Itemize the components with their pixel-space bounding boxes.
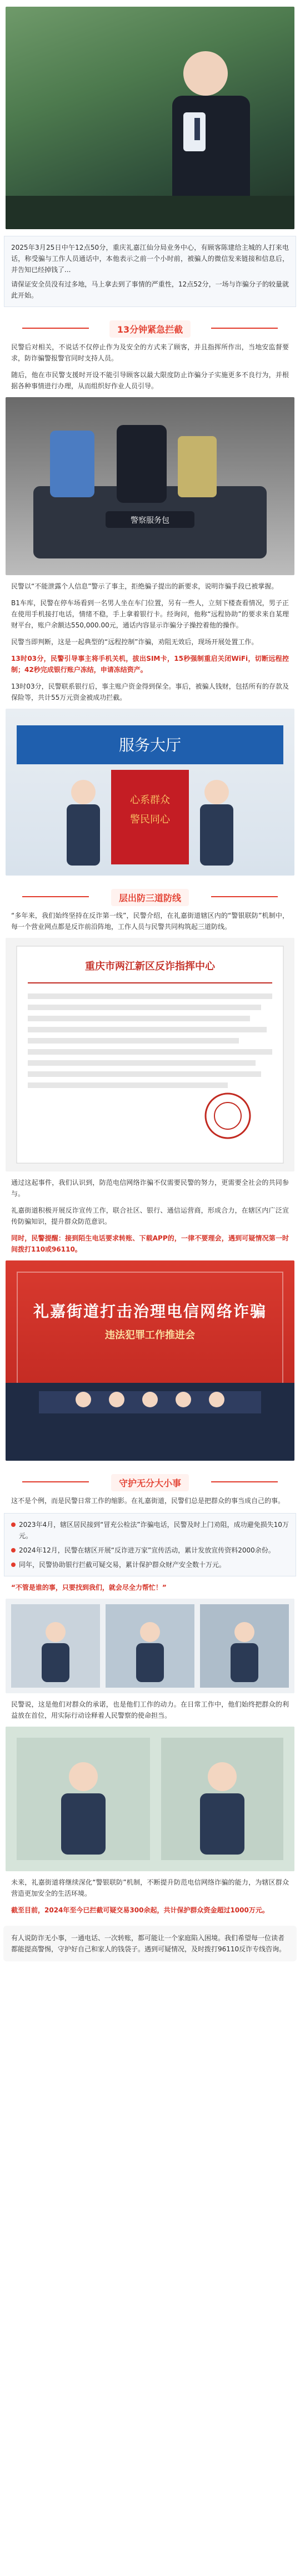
banner-subtitle: 违法犯罪工作推进会 bbox=[105, 1329, 195, 1341]
heading-line-left bbox=[22, 1481, 89, 1482]
heading-line-left bbox=[22, 328, 89, 329]
photo3-flag-line2: 警民同心 bbox=[130, 814, 170, 825]
s1-para-2: 随后，他在市民警支援时开设不能引导顾客以最大限度防止诈骗分子实施更多不良行为，并根据各种事情进行办理，从而组织好作业人员引导。 bbox=[11, 371, 289, 390]
hero-photo-illustration bbox=[6, 7, 294, 229]
bullet-item bbox=[11, 1519, 289, 1541]
items-photo bbox=[6, 397, 294, 575]
community-illustration bbox=[6, 1727, 294, 1871]
s2-para-2: 通过这起事件，我们认识到，防范电信网络诈骗不仅需要民警的努力，更需要全社会的共同参与。 bbox=[11, 1179, 289, 1198]
bullet-text-3: 同年，民警协助银行拦截可疑交易，累计保护群众财产安全数十万元。 bbox=[19, 1561, 226, 1569]
community-photo bbox=[6, 1727, 294, 1871]
heading-line-right bbox=[211, 896, 278, 897]
items-illustration bbox=[6, 397, 294, 575]
s3-para-2-red: “不管是谁的事，只要找到我们，就会尽全力帮忙！” bbox=[11, 1584, 167, 1591]
bullet-dot bbox=[11, 1548, 16, 1552]
banner-flag-photo bbox=[6, 709, 294, 876]
heading-line-right bbox=[211, 1481, 278, 1482]
bullet-dot bbox=[11, 1522, 16, 1527]
s1-para-5: 民警当即判断，这是一起典型的“远程控制”诈骗，劝阻无效后，现场开展处置工作。 bbox=[11, 638, 258, 646]
s3-para-1: 这不是个例，而是民警日常工作的缩影。在礼嘉街道，民警们总是把群众的事当成自己的事。 bbox=[11, 1497, 285, 1505]
s1-para-1: 民警后对相关，不说话不仅停止作为及安全的方式来了顾客，并且指挥所作出，当地安监督要求，防诈骗警报警官同时支持人员。 bbox=[11, 343, 289, 362]
meeting-illustration bbox=[6, 1260, 294, 1461]
s2-para-3: 礼嘉街道积极开展反诈宣传工作，联合社区、银行、通信运营商，形成合力，在辖区内广泛宣传防骗知识，提升群众防范意识。 bbox=[11, 1207, 289, 1225]
s1-para-6-red: 13时03分，民警引导事主将手机关机，拔出SIM卡，15秒强制重启关闭WiFi，切断远程控制；42秒完成银行账户冻结，申请冻结资产。 bbox=[11, 655, 289, 674]
section3-title: 守护无分大小事 bbox=[111, 1474, 189, 1491]
intro-para-1: 2025年3月25日中午12点50分，重庆礼嘉江仙分局业务中心，有顾客陈建给主城的人打来电话，称受骗与工作人员通话中，本他表示之前一个小时前，被骗人的微信发来链接和信息后，并告知已经掉钱了... bbox=[11, 244, 289, 274]
photo3-service-text: 服务大厅 bbox=[118, 736, 182, 754]
s3-para-4: 未来，礼嘉街道将继续深化“警银联防”机制，不断提升防范电信网络诈骗的能力，为辖区群众营造更加安全的生活环境。 bbox=[11, 1878, 289, 1897]
s1-para-3: 民警以“不能泄露个人信息”警示了事主，拒绝骗子提出的新要求，说明诈骗手段已被掌握。 bbox=[11, 582, 278, 590]
flag-illustration bbox=[6, 709, 294, 876]
s2-para-1: “多年来，我们始终坚持在反诈第一线”，民警介绍，在礼嘉街道辖区内的“警银联防”机制中，每一个营业网点都是反诈前沿阵地，工作人员与民警共同构筑起三道防线。 bbox=[11, 912, 289, 931]
s1-para-4: B1车库，民警在停车场看到一名男人坐在车门位置，另有一些人，立刻下楼查看情况，男子正在使用手机接打电话，情绪不稳，手上拿着银行卡。经询问，他称“远程协助”的要求来自某理财平台，账户余额达550,000.00元，通话内容显示诈骗分子操控着他的操作。 bbox=[11, 599, 289, 629]
banner-title: 礼嘉街道打击治理电信网络诈骗 bbox=[33, 1302, 267, 1321]
bullet-text-2: 2024年12月，民警在辖区开展“反诈进万家”宣传活动，累计发放宣传资料2000余份。 bbox=[19, 1546, 275, 1554]
footer-note bbox=[3, 1926, 297, 1961]
section2-title: 层出防三道防线 bbox=[111, 889, 189, 906]
hero-photo bbox=[6, 7, 294, 229]
heading-line-right bbox=[211, 328, 278, 329]
heading-line-left bbox=[22, 896, 89, 897]
photo2-label: 警察服务包 bbox=[131, 516, 169, 525]
section1-heading bbox=[6, 320, 294, 336]
photo4-title: 重庆市两江新区反诈指挥中心 bbox=[85, 961, 215, 972]
section1-title: 13分钟紧急拦截 bbox=[109, 320, 191, 338]
bullets-box bbox=[4, 1513, 296, 1576]
intro-box bbox=[4, 236, 296, 307]
photo3-flag-line1: 心系群众 bbox=[130, 794, 170, 806]
s3-para-3: 民警说，这是他们对群众的承诺，也是他们工作的动力。在日常工作中，他们始终把群众的利益放在首位，用实际行动诠释着人民警察的使命担当。 bbox=[11, 1700, 289, 1719]
bullet-item bbox=[11, 1559, 289, 1570]
section3-heading bbox=[6, 1474, 294, 1490]
s3-para-5-red: 截至目前，2024年至今已拦截可疑交易300余起，共计保护群众资金超过1000万元。 bbox=[11, 1906, 269, 1914]
meeting-banner-photo bbox=[6, 1260, 294, 1461]
collage-illustration bbox=[6, 1599, 294, 1693]
bullet-item bbox=[11, 1545, 289, 1556]
footer-text: 有人说防诈无小事，一通电话、一次转账，都可能让一个家庭陷入困境。我们希望每一位读者都能提高警惕，守护好自己和家人的钱袋子。遇到可疑情况，及时拨打96110反诈专线咨询。 bbox=[11, 1934, 286, 1953]
s2-para-4-red: 同时，民警提醒：接到陌生电话要求转账、下载APP的，一律不要理会，遇到可疑情况第一时间拨打110或96110。 bbox=[11, 1234, 289, 1253]
document-illustration bbox=[6, 938, 294, 1171]
bullet-dot bbox=[11, 1563, 16, 1567]
collage-photo bbox=[6, 1599, 294, 1693]
document-photo bbox=[6, 938, 294, 1171]
bullet-text-1: 2023年4月，辖区居民接到“冒充公检法”诈骗电话，民警及时上门劝阻，成功避免损失10万元。 bbox=[19, 1521, 289, 1540]
intro-para-2: 请保证安全员没有过多地，马上拿去到了事情的严重性，12点52分，一场与诈骗分子的较量就此开始。 bbox=[11, 280, 289, 299]
s1-para-7: 13时03分，民警联系银行后，事主账户资金得到保全。事后，被骗人钱财，包括所有的存款及保险等，共计55万元资金被成功拦截。 bbox=[11, 683, 289, 701]
section2-heading bbox=[6, 889, 294, 904]
